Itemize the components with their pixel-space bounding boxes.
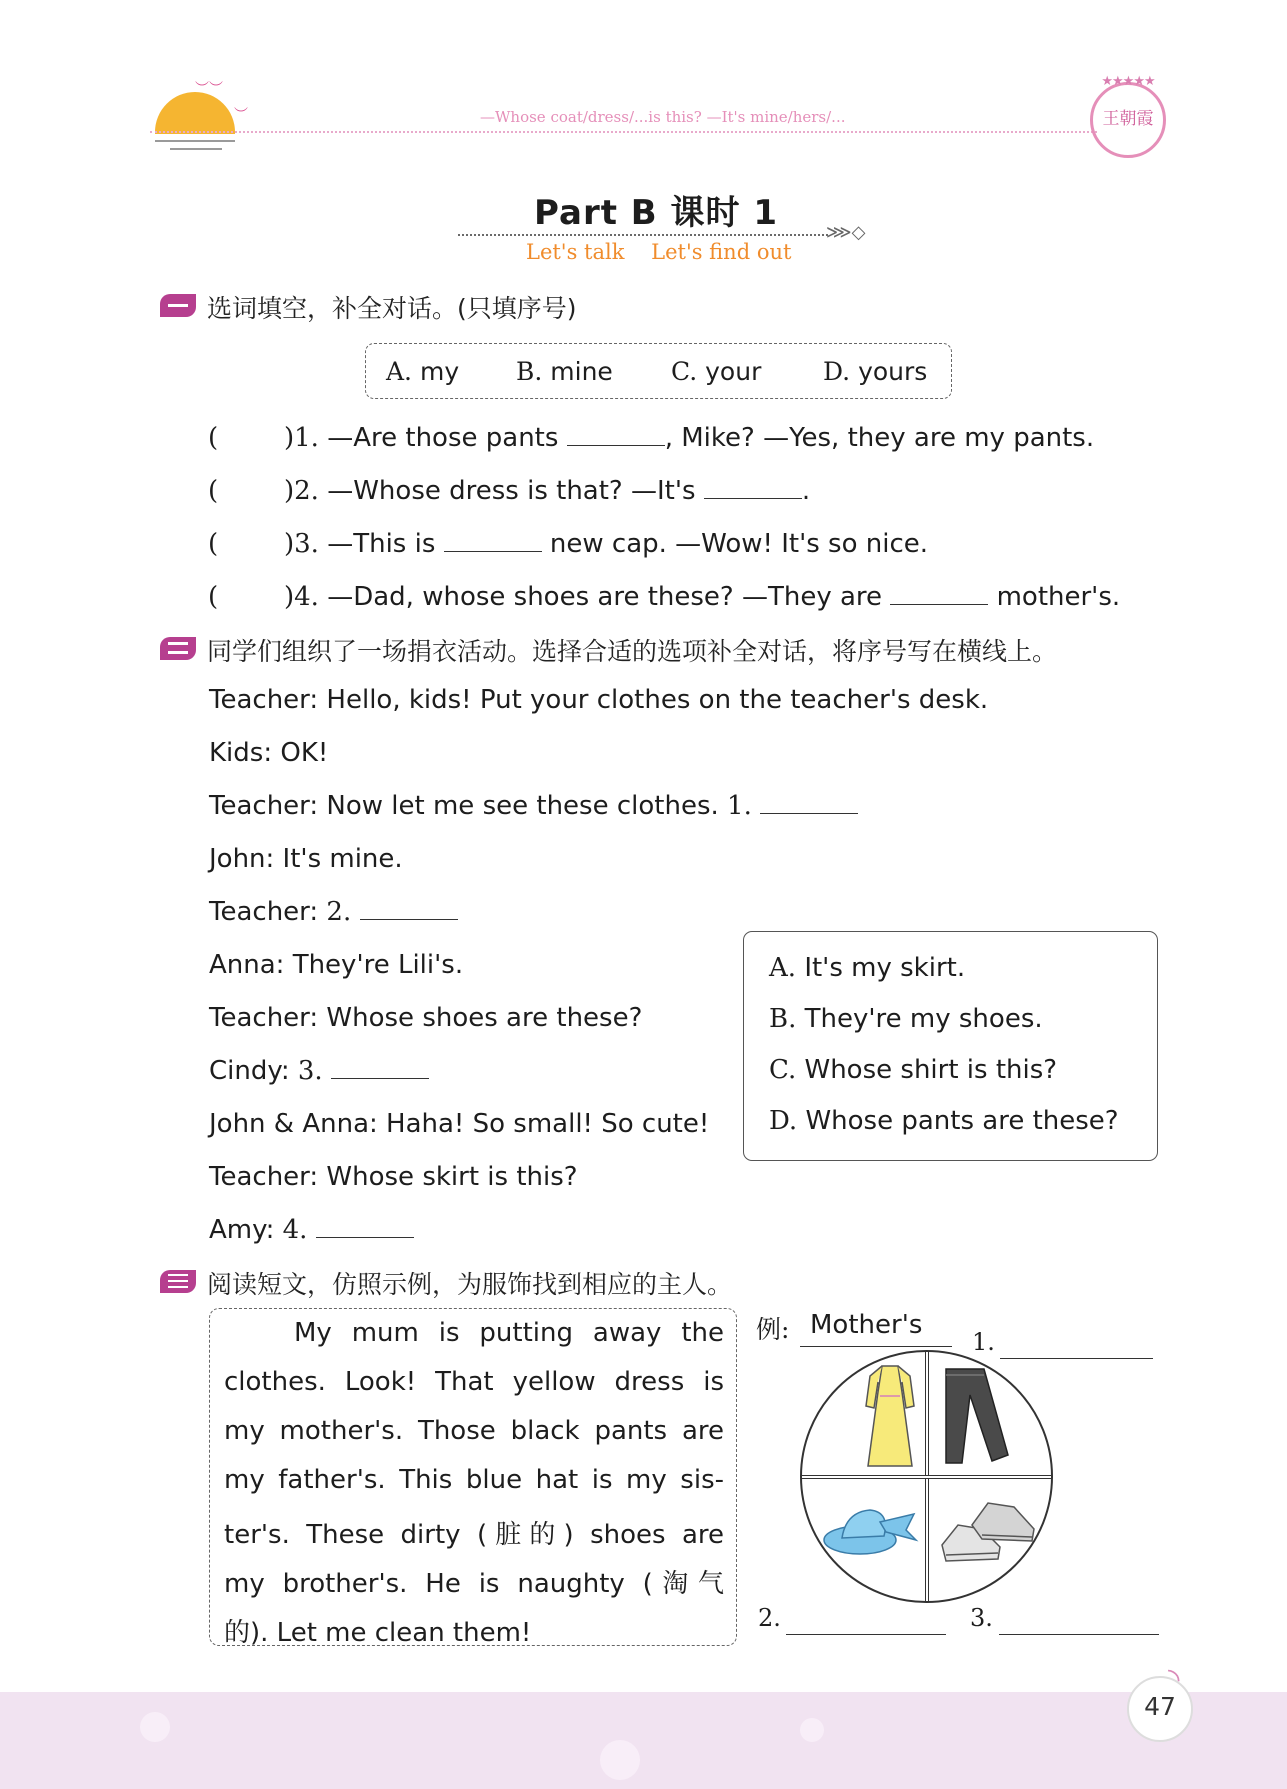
black-pants-icon <box>940 1365 1012 1465</box>
passage-line: ter's. These dirty (脏的) shoes are <box>224 1520 724 1550</box>
answer-blank[interactable] <box>360 900 458 920</box>
example-answer: Mother's <box>810 1310 923 1340</box>
passage-line: 的). Let me clean them! <box>224 1618 532 1648</box>
answer-label-1: 1. <box>972 1328 995 1356</box>
option-b: B. They're my shoes. <box>769 1004 1043 1034</box>
yellow-dress-icon <box>862 1362 918 1472</box>
page-number: 47 <box>1144 1692 1176 1721</box>
dialogue-line: Teacher: Whose shoes are these? <box>209 1003 643 1033</box>
brand-stamp-text: 王朝霞 <box>1102 109 1154 129</box>
answer-label-2: 2. <box>758 1604 781 1632</box>
answer-line-2[interactable] <box>786 1634 946 1635</box>
answer-paren: ( <box>208 476 219 506</box>
answer-paren: ( <box>208 529 219 559</box>
title-underline <box>458 234 828 236</box>
passage-line: my father's. This blue hat is my sis- <box>224 1465 724 1495</box>
answer-blank[interactable] <box>331 1059 429 1079</box>
sun-line-decoration <box>170 148 222 150</box>
dialogue-line: Amy: 4. <box>209 1215 414 1245</box>
answer-blank[interactable] <box>890 585 988 605</box>
question-2: )2. —Whose dress is that? —It's . <box>284 476 811 506</box>
bird-icon: ︶ <box>234 107 248 123</box>
answer-label-3: 3. <box>970 1604 993 1632</box>
example-line <box>800 1346 952 1347</box>
passage-line: My mum is putting away the <box>294 1318 724 1348</box>
option-c: C. Whose shirt is this? <box>769 1055 1058 1085</box>
dialogue-line: Kids: OK! <box>209 738 329 768</box>
dialogue-line: Teacher: 2. <box>209 897 458 927</box>
answer-blank[interactable] <box>567 426 665 446</box>
section-badge-1 <box>160 294 196 317</box>
section-badge-2 <box>160 637 196 660</box>
word-option-a: A. my <box>386 357 460 386</box>
bubble-decoration <box>800 1718 824 1742</box>
section-1-instruction: 选词填空，补全对话。(只填序号) <box>207 294 577 323</box>
option-d: D. Whose pants are these? <box>769 1106 1119 1136</box>
dolphin-icon: ◝ <box>1168 1662 1180 1697</box>
answer-blank[interactable] <box>760 794 858 814</box>
passage-line: my brother's. He is naughty (淘气 <box>224 1569 724 1599</box>
word-option-b: B. mine <box>516 357 613 386</box>
fish-icon: ⋙◇ <box>826 222 866 243</box>
dialogue-line: Teacher: Now let me see these clothes. 1. <box>209 791 858 821</box>
bubble-decoration <box>600 1740 640 1780</box>
passage-line: my mother's. Those black pants are <box>224 1416 724 1446</box>
answer-line-3[interactable] <box>999 1634 1159 1635</box>
answer-paren: ( <box>208 582 219 612</box>
dialogue-line: John: It's mine. <box>209 844 403 874</box>
answer-blank[interactable] <box>316 1218 414 1238</box>
dialogue-line: Anna: They're Lili's. <box>209 950 464 980</box>
question-1: )1. —Are those pants , Mike? —Yes, they are my pants. <box>284 423 1095 453</box>
sneakers-icon <box>938 1495 1038 1570</box>
running-title: —Whose coat/dress/...is this? —It's mine/hers/... <box>480 108 846 126</box>
example-label: 例: <box>756 1315 790 1344</box>
bubble-decoration <box>140 1712 170 1742</box>
dialogue-line: Cindy: 3. <box>209 1056 429 1086</box>
answer-blank[interactable] <box>704 479 802 499</box>
answer-line-1[interactable] <box>1000 1358 1153 1359</box>
bird-icon: ︶︶ <box>195 81 223 97</box>
page-subtitle: Let's talk Let's find out <box>526 240 792 264</box>
section-badge-3 <box>160 1270 196 1293</box>
dialogue-line: John & Anna: Haha! So small! So cute! <box>209 1109 710 1139</box>
blue-hat-icon <box>820 1500 920 1560</box>
passage-line: clothes. Look! That yellow dress is <box>224 1367 724 1397</box>
page-footer <box>0 1692 1287 1789</box>
answer-blank[interactable] <box>444 532 542 552</box>
question-3: )3. —This is new cap. —Wow! It's so nice. <box>284 529 929 559</box>
dialogue-line: Teacher: Whose skirt is this? <box>209 1162 578 1192</box>
answer-paren: ( <box>208 423 219 453</box>
sun-line-decoration <box>155 140 235 142</box>
section-2-instruction: 同学们组织了一场捐衣活动。选择合适的选项补全对话，将序号写在横线上。 <box>207 637 1058 666</box>
word-option-d: D. yours <box>823 357 928 386</box>
word-option-c: C. your <box>671 357 762 386</box>
dialogue-line: Teacher: Hello, kids! Put your clothes on the teacher's desk. <box>209 685 989 715</box>
circle-divider <box>802 1475 1051 1479</box>
question-4: )4. —Dad, whose shoes are these? —They are mother's. <box>284 582 1121 612</box>
section-3-instruction: 阅读短文，仿照示例，为服饰找到相应的主人。 <box>207 1270 733 1299</box>
option-a: A. It's my skirt. <box>769 953 966 983</box>
stamp-stars-icon: ★★★★★ <box>1101 74 1155 89</box>
sun-logo-icon <box>155 92 235 134</box>
header-divider <box>150 131 1097 133</box>
page-title: Part B 课时 1 <box>534 193 779 233</box>
